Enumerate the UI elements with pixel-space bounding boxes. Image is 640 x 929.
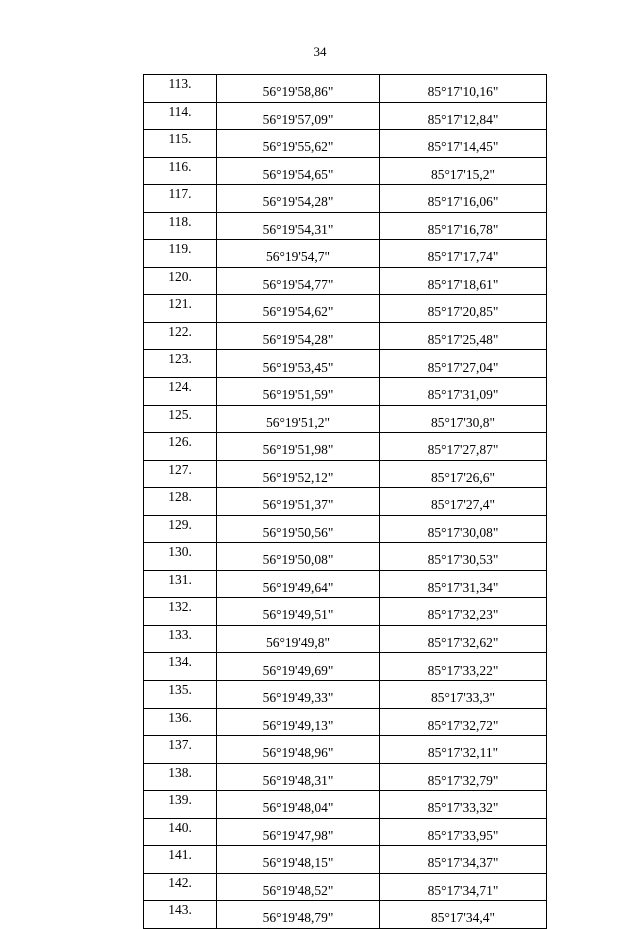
table-row — [144, 598, 547, 626]
table-row — [144, 322, 547, 350]
longitude-cell: 85°17'33,95" — [380, 818, 547, 846]
latitude-cell: 56°19'48,79" — [217, 901, 380, 929]
table-row — [144, 157, 547, 185]
table-row — [144, 295, 547, 323]
point-number-cell: 138. — [144, 763, 217, 791]
point-number-cell: 134. — [144, 653, 217, 681]
table-row — [144, 488, 547, 516]
point-number-cell: 127. — [144, 460, 217, 488]
latitude-cell: 56°19'54,7" — [217, 240, 380, 268]
point-number-cell: 125. — [144, 405, 217, 433]
latitude-cell: 56°19'51,98" — [217, 433, 380, 461]
longitude-cell: 85°17'27,87" — [380, 433, 547, 461]
table-row — [144, 818, 547, 846]
latitude-cell: 56°19'52,12" — [217, 460, 380, 488]
longitude-cell: 85°17'18,61" — [380, 267, 547, 295]
table-row — [144, 736, 547, 764]
latitude-cell: 56°19'54,77" — [217, 267, 380, 295]
table-row — [144, 405, 547, 433]
longitude-cell: 85°17'33,22" — [380, 653, 547, 681]
longitude-cell: 85°17'32,79" — [380, 763, 547, 791]
longitude-cell: 85°17'30,08" — [380, 515, 547, 543]
point-number-cell: 133. — [144, 625, 217, 653]
table-row — [144, 240, 547, 268]
point-number-cell: 126. — [144, 433, 217, 461]
latitude-cell: 56°19'54,28" — [217, 322, 380, 350]
latitude-cell: 56°19'53,45" — [217, 350, 380, 378]
point-number-cell: 122. — [144, 322, 217, 350]
latitude-cell: 56°19'49,64" — [217, 570, 380, 598]
point-number-cell: 130. — [144, 543, 217, 571]
table-row — [144, 460, 547, 488]
longitude-cell: 85°17'17,74" — [380, 240, 547, 268]
longitude-cell: 85°17'20,85" — [380, 295, 547, 323]
latitude-cell: 56°19'54,62" — [217, 295, 380, 323]
latitude-cell: 56°19'58,86" — [217, 75, 380, 103]
point-number-cell: 139. — [144, 791, 217, 819]
longitude-cell: 85°17'14,45" — [380, 130, 547, 158]
latitude-cell: 56°19'48,96" — [217, 736, 380, 764]
longitude-cell: 85°17'33,32" — [380, 791, 547, 819]
longitude-cell: 85°17'30,53" — [380, 543, 547, 571]
latitude-cell: 56°19'54,65" — [217, 157, 380, 185]
table-row — [144, 570, 547, 598]
longitude-cell: 85°17'12,84" — [380, 102, 547, 130]
table-row — [144, 901, 547, 929]
page-number: 34 — [313, 44, 327, 59]
longitude-cell: 85°17'16,06" — [380, 185, 547, 213]
point-number-cell: 131. — [144, 570, 217, 598]
point-number-cell: 135. — [144, 681, 217, 709]
latitude-cell: 56°19'51,37" — [217, 488, 380, 516]
latitude-cell: 56°19'49,69" — [217, 653, 380, 681]
point-number-cell: 113. — [144, 75, 217, 103]
latitude-cell: 56°19'49,51" — [217, 598, 380, 626]
table-row — [144, 130, 547, 158]
latitude-cell: 56°19'54,31" — [217, 212, 380, 240]
point-number-cell: 115. — [144, 130, 217, 158]
coordinates-table — [143, 74, 547, 929]
table-row — [144, 763, 547, 791]
point-number-cell: 142. — [144, 873, 217, 901]
latitude-cell: 56°19'55,62" — [217, 130, 380, 158]
point-number-cell: 143. — [144, 901, 217, 929]
longitude-cell: 85°17'15,2" — [380, 157, 547, 185]
table-row — [144, 791, 547, 819]
table-row — [144, 515, 547, 543]
table-row — [144, 625, 547, 653]
point-number-cell: 121. — [144, 295, 217, 323]
point-number-cell: 118. — [144, 212, 217, 240]
point-number-cell: 120. — [144, 267, 217, 295]
table-row — [144, 681, 547, 709]
point-number-cell: 136. — [144, 708, 217, 736]
latitude-cell: 56°19'50,08" — [217, 543, 380, 571]
latitude-cell: 56°19'48,15" — [217, 846, 380, 874]
table-row — [144, 185, 547, 213]
latitude-cell: 56°19'49,8" — [217, 625, 380, 653]
table-row — [144, 102, 547, 130]
table-row — [144, 708, 547, 736]
point-number-cell: 128. — [144, 488, 217, 516]
table-row — [144, 212, 547, 240]
longitude-cell: 85°17'32,23" — [380, 598, 547, 626]
latitude-cell: 56°19'57,09" — [217, 102, 380, 130]
table-row — [144, 543, 547, 571]
longitude-cell: 85°17'34,71" — [380, 873, 547, 901]
longitude-cell: 85°17'30,8" — [380, 405, 547, 433]
longitude-cell: 85°17'16,78" — [380, 212, 547, 240]
longitude-cell: 85°17'31,34" — [380, 570, 547, 598]
latitude-cell: 56°19'51,59" — [217, 378, 380, 406]
longitude-cell: 85°17'32,72" — [380, 708, 547, 736]
table-row — [144, 873, 547, 901]
longitude-cell: 85°17'10,16" — [380, 75, 547, 103]
table-row — [144, 350, 547, 378]
longitude-cell: 85°17'27,04" — [380, 350, 547, 378]
longitude-cell: 85°17'33,3" — [380, 681, 547, 709]
point-number-cell: 137. — [144, 736, 217, 764]
longitude-cell: 85°17'34,37" — [380, 846, 547, 874]
point-number-cell: 124. — [144, 378, 217, 406]
point-number-cell: 116. — [144, 157, 217, 185]
point-number-cell: 129. — [144, 515, 217, 543]
table-row — [144, 75, 547, 103]
point-number-cell: 123. — [144, 350, 217, 378]
point-number-cell: 132. — [144, 598, 217, 626]
point-number-cell: 140. — [144, 818, 217, 846]
coordinates-table-body — [144, 75, 547, 929]
table-row — [144, 846, 547, 874]
latitude-cell: 56°19'49,13" — [217, 708, 380, 736]
point-number-cell: 119. — [144, 240, 217, 268]
latitude-cell: 56°19'48,52" — [217, 873, 380, 901]
longitude-cell: 85°17'34,4" — [380, 901, 547, 929]
latitude-cell: 56°19'49,33" — [217, 681, 380, 709]
latitude-cell: 56°19'48,31" — [217, 763, 380, 791]
latitude-cell: 56°19'48,04" — [217, 791, 380, 819]
table-row — [144, 433, 547, 461]
point-number-cell: 141. — [144, 846, 217, 874]
table-row — [144, 378, 547, 406]
longitude-cell: 85°17'32,62" — [380, 625, 547, 653]
longitude-cell: 85°17'26,6" — [380, 460, 547, 488]
latitude-cell: 56°19'50,56" — [217, 515, 380, 543]
latitude-cell: 56°19'51,2" — [217, 405, 380, 433]
point-number-cell: 117. — [144, 185, 217, 213]
longitude-cell: 85°17'32,11" — [380, 736, 547, 764]
longitude-cell: 85°17'25,48" — [380, 322, 547, 350]
longitude-cell: 85°17'31,09" — [380, 378, 547, 406]
point-number-cell: 114. — [144, 102, 217, 130]
latitude-cell: 56°19'47,98" — [217, 818, 380, 846]
longitude-cell: 85°17'27,4" — [380, 488, 547, 516]
table-row — [144, 653, 547, 681]
table-row — [144, 267, 547, 295]
latitude-cell: 56°19'54,28" — [217, 185, 380, 213]
